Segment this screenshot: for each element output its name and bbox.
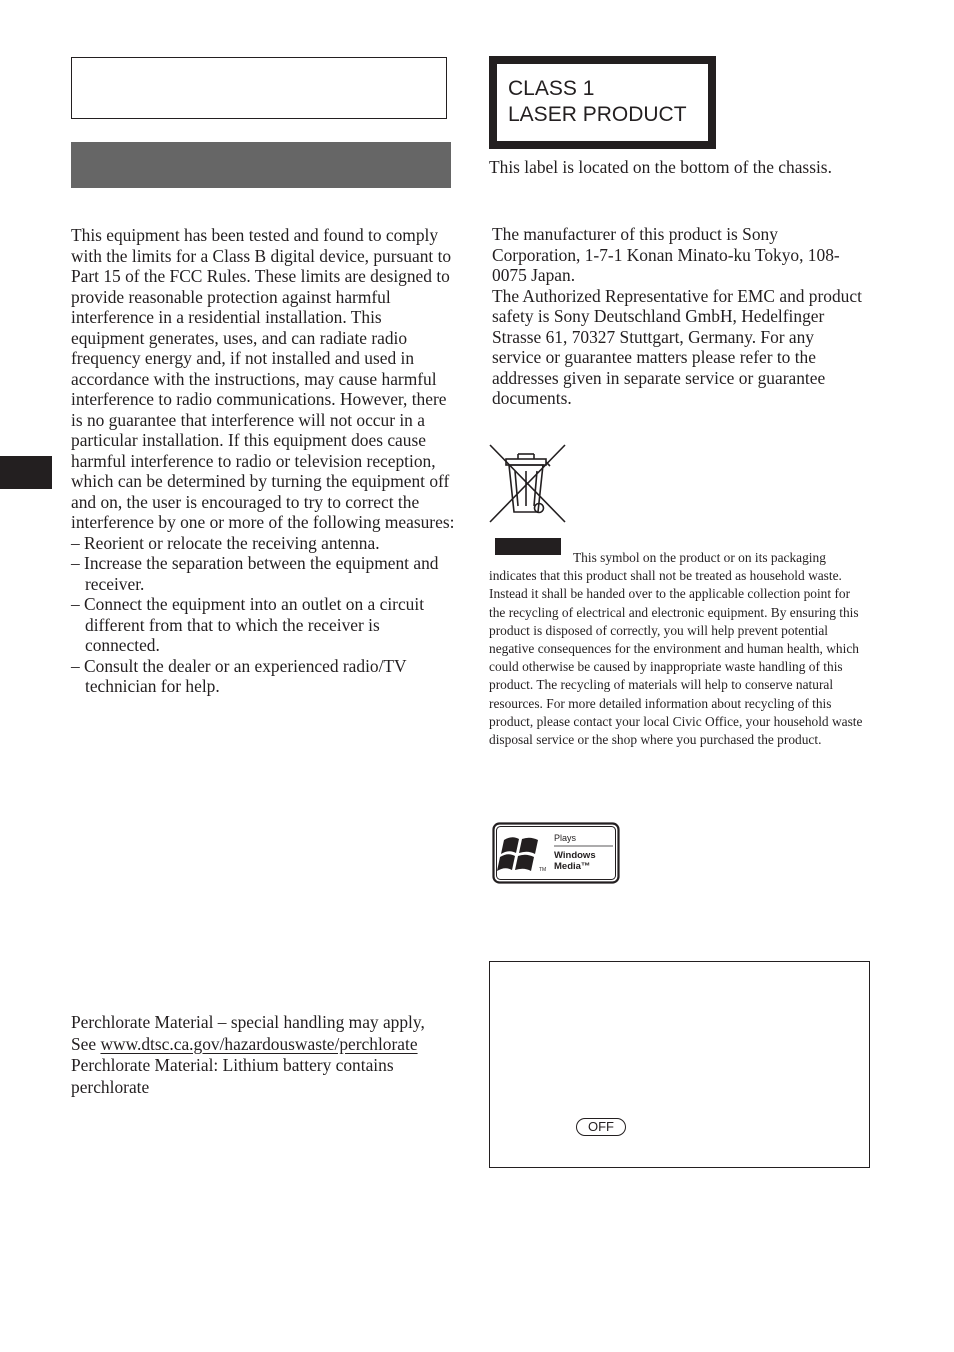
label-location-note: This label is located on the bottom of the chassis. [489, 157, 832, 177]
see-label: See [71, 1033, 101, 1054]
laser-label-inner [497, 64, 708, 141]
crossed-out-wheelie-bin-icon [488, 443, 568, 525]
wm-plays-text: Plays [554, 833, 577, 843]
empty-title-box [71, 57, 447, 119]
laser-label-text [508, 76, 687, 128]
manufacturer-notice [492, 224, 862, 409]
perchlorate-line: Perchlorate Material – special handling may apply, [71, 1012, 425, 1032]
list-item: – Connect the equipment into an outlet on a circuit different from that to which the receiver is connected. [71, 594, 425, 655]
fcc-paragraph: This equipment has been tested and found to comply with the limits for a Class B digital device, pursuant to Part 15 of the FCC Rules. These limits are designed to provide reasonable protection against harmful interference in a residential installation. This equipment generates, uses, and can radiate radio frequency energy and, if not installed and used in accordance with the instructions, may cause harmful interference to radio communications. However, there is no guarantee that interference will not occur in a particular installation. If this equipment does cause harmful interference to radio or television reception, which can be determined by turning the equipment off and on, the user is encouraged to try to correct the interference by one or more of the following measures: [71, 225, 455, 532]
plays-windows-media-logo [492, 822, 620, 884]
section-heading-band [71, 142, 451, 188]
perchlorate-battery-line: Perchlorate Material: Lithium battery contains perchlorate [71, 1055, 394, 1097]
perchlorate-notice [71, 1012, 456, 1098]
laser-class-line: CLASS 1 [508, 77, 595, 100]
side-tab-marker [0, 456, 52, 489]
fcc-notice [71, 225, 456, 697]
wm-media-text: Media™ [554, 861, 591, 872]
laser-product-line: LASER PRODUCT [508, 103, 687, 126]
laser-product-label [489, 56, 716, 149]
perchlorate-see-line [71, 1034, 456, 1056]
fcc-measures-list [71, 533, 456, 697]
list-item: – Consult the dealer or an experienced radio/TV technician for help. [71, 655, 407, 696]
list-item: – Reorient or relocate the receiving antenna. [71, 532, 380, 553]
wm-windows-text: Windows [554, 850, 596, 861]
weee-paragraph: This symbol on the product or on its packaging indicates that this product shall not be treated as household waste. Instead it shall be handed over to the applicable collection point for the recycling of electrical and electronic equipment. By ensuring this product is disposed of correctly, you will help prevent potential negative consequences for the environment and human health, which could otherwise be caused by inappropriate waste handling of this product. The recycling of materials will help to conserve natural resources. For more detailed information about recycling of this product, please contact your local Civic Office, your household waste disposal service or the shop where you purchased the product. [489, 550, 863, 748]
notice-box [489, 961, 870, 1168]
wm-tm-text: TM [539, 867, 547, 873]
manufacturer-paragraph: The manufacturer of this product is Sony Corporation, 1-7-1 Konan Minato-ku Tokyo, 108-0075 Japan. [492, 224, 840, 285]
authorized-rep-paragraph: The Authorized Representative for EMC and product safety is Sony Deutschland GmbH, Hedelfinger Strasse 61, 70327 Stuttgart, Germany. For any service or guarantee matters please refer to the addresses given in separate service or guarantee documents. [492, 285, 862, 408]
off-button-symbol: OFF [576, 1118, 626, 1136]
weee-notice [489, 549, 864, 749]
perchlorate-url-link[interactable]: www.dtsc.ca.gov/hazardouswaste/perchlorate [100, 1033, 418, 1054]
list-item: – Increase the separation between the equipment and receiver. [71, 553, 439, 594]
